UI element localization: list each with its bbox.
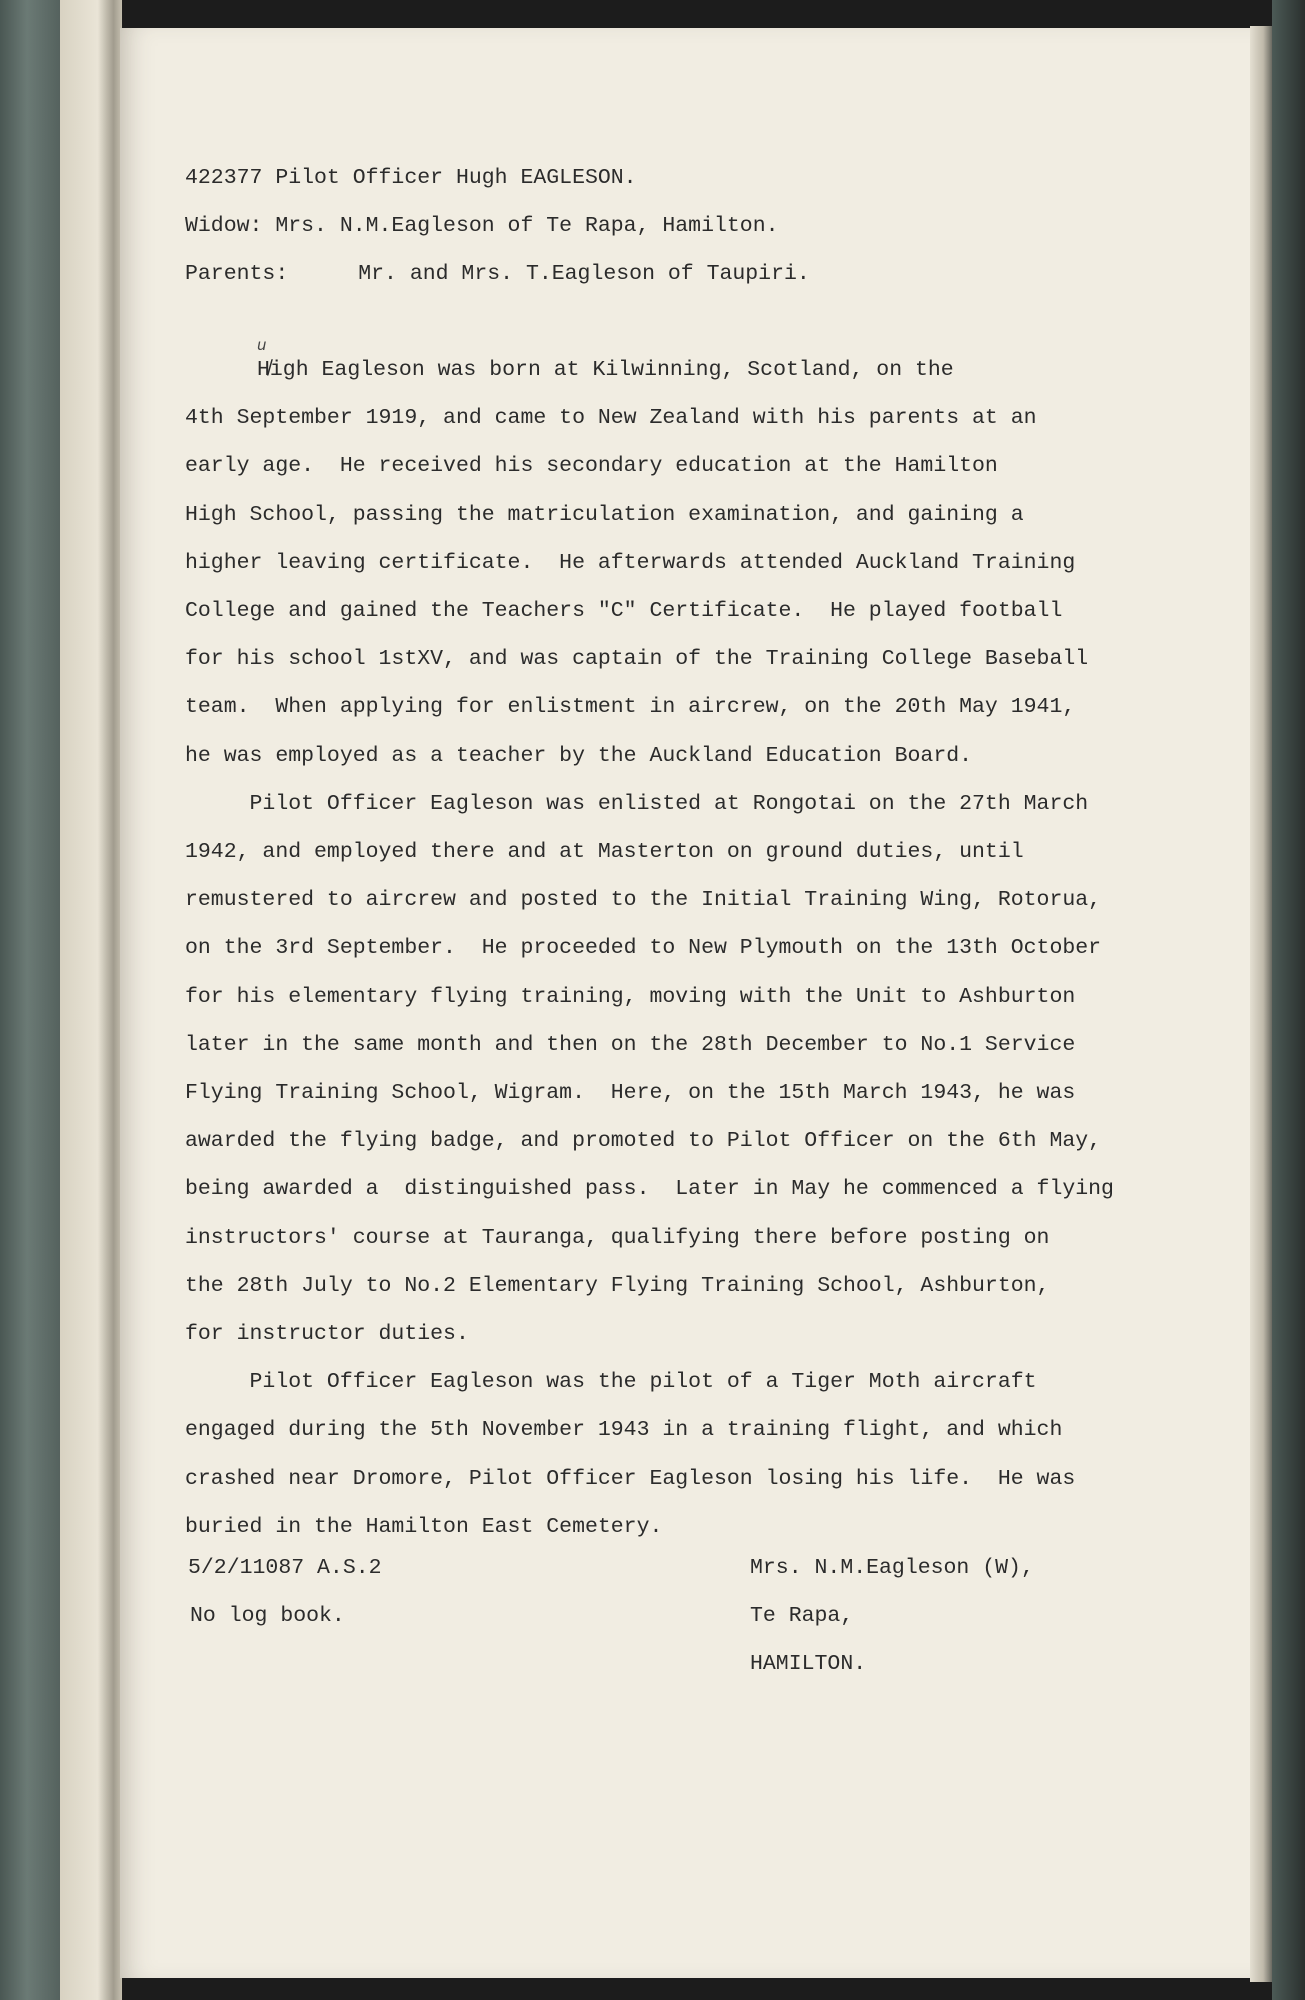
- file-reference: 5/2/11087 A.S.2: [188, 1556, 382, 1580]
- book-cover-edge: [1272, 0, 1305, 2000]
- log-book-note: No log book.: [190, 1604, 345, 1628]
- body-line: early age. He received his secondary education at the Hamilton: [185, 454, 998, 479]
- address-line-2: Te Rapa,: [750, 1604, 854, 1628]
- body-line: on the 3rd September. He proceeded to New Plymouth on the 13th October: [185, 936, 1102, 961]
- body-line: awarded the flying badge, and promoted to Pilot Officer on the 6th May,: [185, 1129, 1102, 1154]
- parents-value: Mr. and Mrs. T.Eagleson of Taupiri.: [358, 262, 810, 286]
- body-line: Flying Training School, Wigram. Here, on the 15th March 1943, he was: [185, 1081, 1076, 1105]
- body-line: Pilot Officer Eagleson was enlisted at Rongotai on the 27th March: [185, 791, 1089, 816]
- body-line: later in the same month and then on the 28th December to No.1 Service: [185, 1032, 1076, 1057]
- body-line: College and gained the Teachers "C" Certificate. He played football: [185, 599, 1063, 623]
- widow-line: Widow: Mrs. N.M.Eagleson of Te Rapa, Hamilton.: [185, 214, 779, 238]
- body-line: being awarded a distinguished pass. Later in May he commenced a flying: [185, 1177, 1114, 1202]
- body-line: crashed near Dromore, Pilot Officer Eagleson losing his life. He was: [185, 1466, 1076, 1491]
- parents-label: Parents:: [185, 262, 289, 286]
- page-stack-edge: [1250, 26, 1272, 1982]
- parents-line: [185, 262, 810, 286]
- body-line: H̸igh Eagleson was born at Kilwinning, Scotland, on the: [257, 358, 954, 382]
- body-line: High School, passing the matriculation examination, and gaining a: [185, 502, 1024, 527]
- address-line-1: Mrs. N.M.Eagleson (W),: [750, 1556, 1034, 1580]
- body-line: buried in the Hamilton East Cemetery.: [185, 1514, 663, 1539]
- address-line-3: HAMILTON.: [750, 1652, 867, 1676]
- body-line: team. When applying for enlistment in aircrew, on the 20th May 1941,: [185, 695, 1076, 720]
- body-line: he was employed as a teacher by the Auckland Education Board.: [185, 743, 973, 768]
- body-line: Pilot Officer Eagleson was the pilot of a Tiger Moth aircraft: [185, 1370, 1037, 1395]
- body-line: 1942, and employed there and at Masterton on ground duties, until: [185, 840, 1024, 864]
- body-line: for instructor duties.: [185, 1322, 469, 1346]
- service-number-name: 422377 Pilot Officer Hugh EAGLESON.: [185, 166, 637, 190]
- body-line: remustered to aircrew and posted to the Initial Training Wing, Rotorua,: [185, 888, 1102, 913]
- body-line: for his elementary flying training, moving with the Unit to Ashburton: [185, 984, 1076, 1009]
- handwritten-correction: u: [257, 336, 267, 354]
- body-line: for his school 1stXV, and was captain of the Training College Baseball: [185, 647, 1089, 672]
- body-line: the 28th July to No.2 Elementary Flying Training School, Ashburton,: [185, 1273, 1050, 1298]
- binding-strip: [0, 0, 60, 2000]
- body-line: higher leaving certificate. He afterwards attended Auckland Training: [185, 550, 1076, 575]
- body-line: engaged during the 5th November 1943 in a training flight, and which: [185, 1418, 1063, 1443]
- body-line: instructors' course at Tauranga, qualifying there before posting on: [185, 1225, 1050, 1250]
- body-line: 4th September 1919, and came to New Zealand with his parents at an: [185, 406, 1037, 431]
